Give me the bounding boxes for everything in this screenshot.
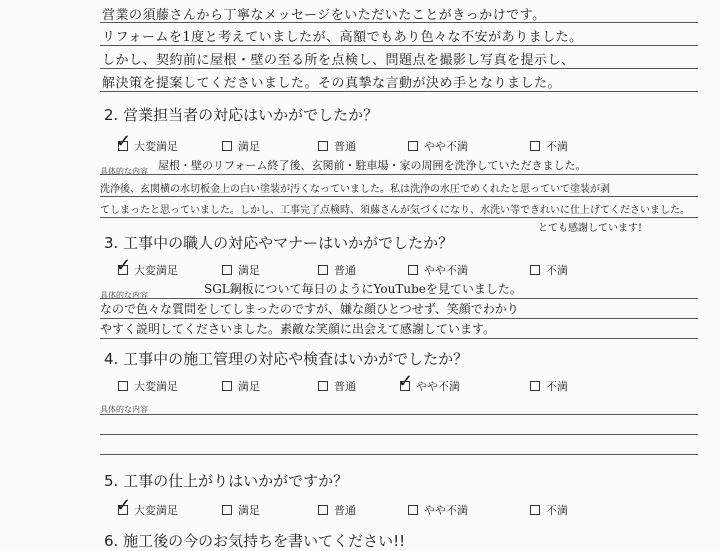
ruled-line: [100, 91, 698, 92]
checkbox[interactable]: [530, 265, 540, 275]
q4-option-somewhat-dissatisfied[interactable]: ✓ やや不満: [398, 371, 460, 393]
q3-option-somewhat-dissatisfied[interactable]: やや不満: [408, 262, 468, 278]
q3-option-dissatisfied[interactable]: 不満: [530, 262, 568, 278]
q2-option-neutral[interactable]: 普通: [318, 138, 356, 154]
checkbox[interactable]: [408, 505, 418, 515]
ruled-line: [100, 298, 698, 299]
ruled-line: [100, 174, 698, 175]
check-mark-icon: ✓: [116, 131, 132, 152]
ruled-line: [100, 45, 698, 46]
checkbox[interactable]: [116, 255, 132, 276]
ruled-line: [100, 68, 698, 69]
q3-detail-line-2: なので色々な質問をしてしまったのですが、嫌な顔ひとつせず、笑顔でわかり: [100, 302, 519, 316]
checkbox[interactable]: [222, 505, 232, 515]
q5-option-dissatisfied[interactable]: 不満: [530, 502, 568, 518]
checkbox[interactable]: [118, 381, 128, 391]
check-mark-icon: ✓: [398, 371, 414, 392]
detail-label: 具体的な内容: [100, 167, 148, 176]
q5-options: [116, 495, 678, 520]
q5-option-very-satisfied[interactable]: ✓ 大変満足: [116, 495, 178, 517]
checkbox[interactable]: [222, 265, 232, 275]
checkbox[interactable]: [408, 141, 418, 151]
q2-option-very-satisfied[interactable]: ✓ 大変満足: [116, 131, 178, 153]
question-4: 4. 工事中の施工管理の対応や検査はいかがでしたか？: [104, 350, 469, 368]
checkbox[interactable]: [530, 141, 540, 151]
checkbox[interactable]: [116, 131, 132, 152]
q3-detail-line-1: SGL鋼板について毎日のようにYouTubeを見ていました。: [204, 282, 522, 296]
ruled-line: [100, 414, 698, 415]
question-5: 5. 工事の仕上がりはいかがですか？: [104, 472, 349, 490]
question-3: 3. 工事中の職人の対応やマナーはいかがでしたか？: [104, 234, 454, 252]
checkbox[interactable]: [116, 495, 132, 516]
checkbox[interactable]: [222, 141, 232, 151]
q3-options: [116, 255, 678, 280]
q3-option-very-satisfied[interactable]: ✓ 大変満足: [116, 255, 178, 277]
q2-option-satisfied[interactable]: 満足: [222, 138, 260, 154]
checkbox[interactable]: [530, 505, 540, 515]
checkbox[interactable]: [222, 381, 232, 391]
checkbox[interactable]: [318, 505, 328, 515]
intro-line-1: 営業の須藤さんから丁寧なメッセージをいただいたことがきっかけです。: [102, 8, 546, 23]
ruled-line: [100, 22, 698, 23]
q2-detail-line-2: 洗浄後、玄関横の水切板金上の白い塗装が汚くなっていました。私は洗浄の水圧でめくれたと思っていて塗装が剥: [100, 184, 610, 195]
q3-option-satisfied[interactable]: 満足: [222, 262, 260, 278]
ruled-line: [100, 454, 698, 455]
q5-option-neutral[interactable]: 普通: [318, 502, 356, 518]
detail-label: 具体的な内容: [100, 405, 148, 414]
q2-option-dissatisfied[interactable]: 不満: [530, 138, 568, 154]
q5-option-satisfied[interactable]: 満足: [222, 502, 260, 518]
intro-line-4: 解決策を提案してくださいました。その真摯な言動が決め手となりました。: [102, 76, 562, 91]
question-2: 2. 営業担当者の対応はいかがでしたか？: [104, 106, 379, 124]
checkbox[interactable]: [318, 141, 328, 151]
check-mark-icon: ✓: [116, 255, 132, 276]
checkbox[interactable]: [530, 381, 540, 391]
checkbox[interactable]: [398, 371, 414, 392]
q2-detail-note: とても感謝しています!: [538, 223, 643, 234]
q3-option-neutral[interactable]: 普通: [318, 262, 356, 278]
check-mark-icon: ✓: [116, 495, 132, 516]
checkbox[interactable]: [318, 265, 328, 275]
q3-detail-line-3: やすく説明してくださいました。素敵な笑顔に出会えて感謝しています。: [100, 322, 496, 336]
q4-option-very-satisfied[interactable]: 大変満足: [118, 378, 178, 394]
intro-line-2: リフォームを1度と考えていましたが、高額でもあり色々な不安がありました。: [102, 30, 583, 45]
q2-option-somewhat-dissatisfied[interactable]: やや不満: [408, 138, 468, 154]
q4-option-dissatisfied[interactable]: 不満: [530, 378, 568, 394]
q4-option-satisfied[interactable]: 満足: [222, 378, 260, 394]
ruled-line: [100, 196, 698, 197]
intro-line-3: しかし、契約前に屋根・壁の至る所を点検し、問題点を撮影し写真を提示し、: [102, 53, 575, 68]
q2-options: [116, 131, 678, 156]
q2-detail-line-3: てしまったと思っていました。しかし、工事完了点検時、須藤さんが気づくになり、水洗い等できれいに仕上げてくださいました。: [100, 205, 690, 216]
ruled-line: [100, 318, 698, 319]
checkbox[interactable]: [408, 265, 418, 275]
detail-label: 具体的な内容: [100, 291, 148, 300]
ruled-line: [100, 434, 698, 435]
checkbox[interactable]: [318, 381, 328, 391]
q4-options: [118, 371, 678, 396]
question-6: 6. 施工後の今のお気持ちを書いてください!!: [104, 532, 406, 550]
q4-option-neutral[interactable]: 普通: [318, 378, 356, 394]
q5-option-somewhat-dissatisfied[interactable]: やや不満: [408, 502, 468, 518]
ruled-line: [100, 217, 698, 218]
q2-detail-line-1: 屋根・壁のリフォーム終了後、玄関前・駐車場・家の周囲を洗浄していただきました。: [158, 159, 587, 172]
ruled-line: [100, 338, 698, 339]
